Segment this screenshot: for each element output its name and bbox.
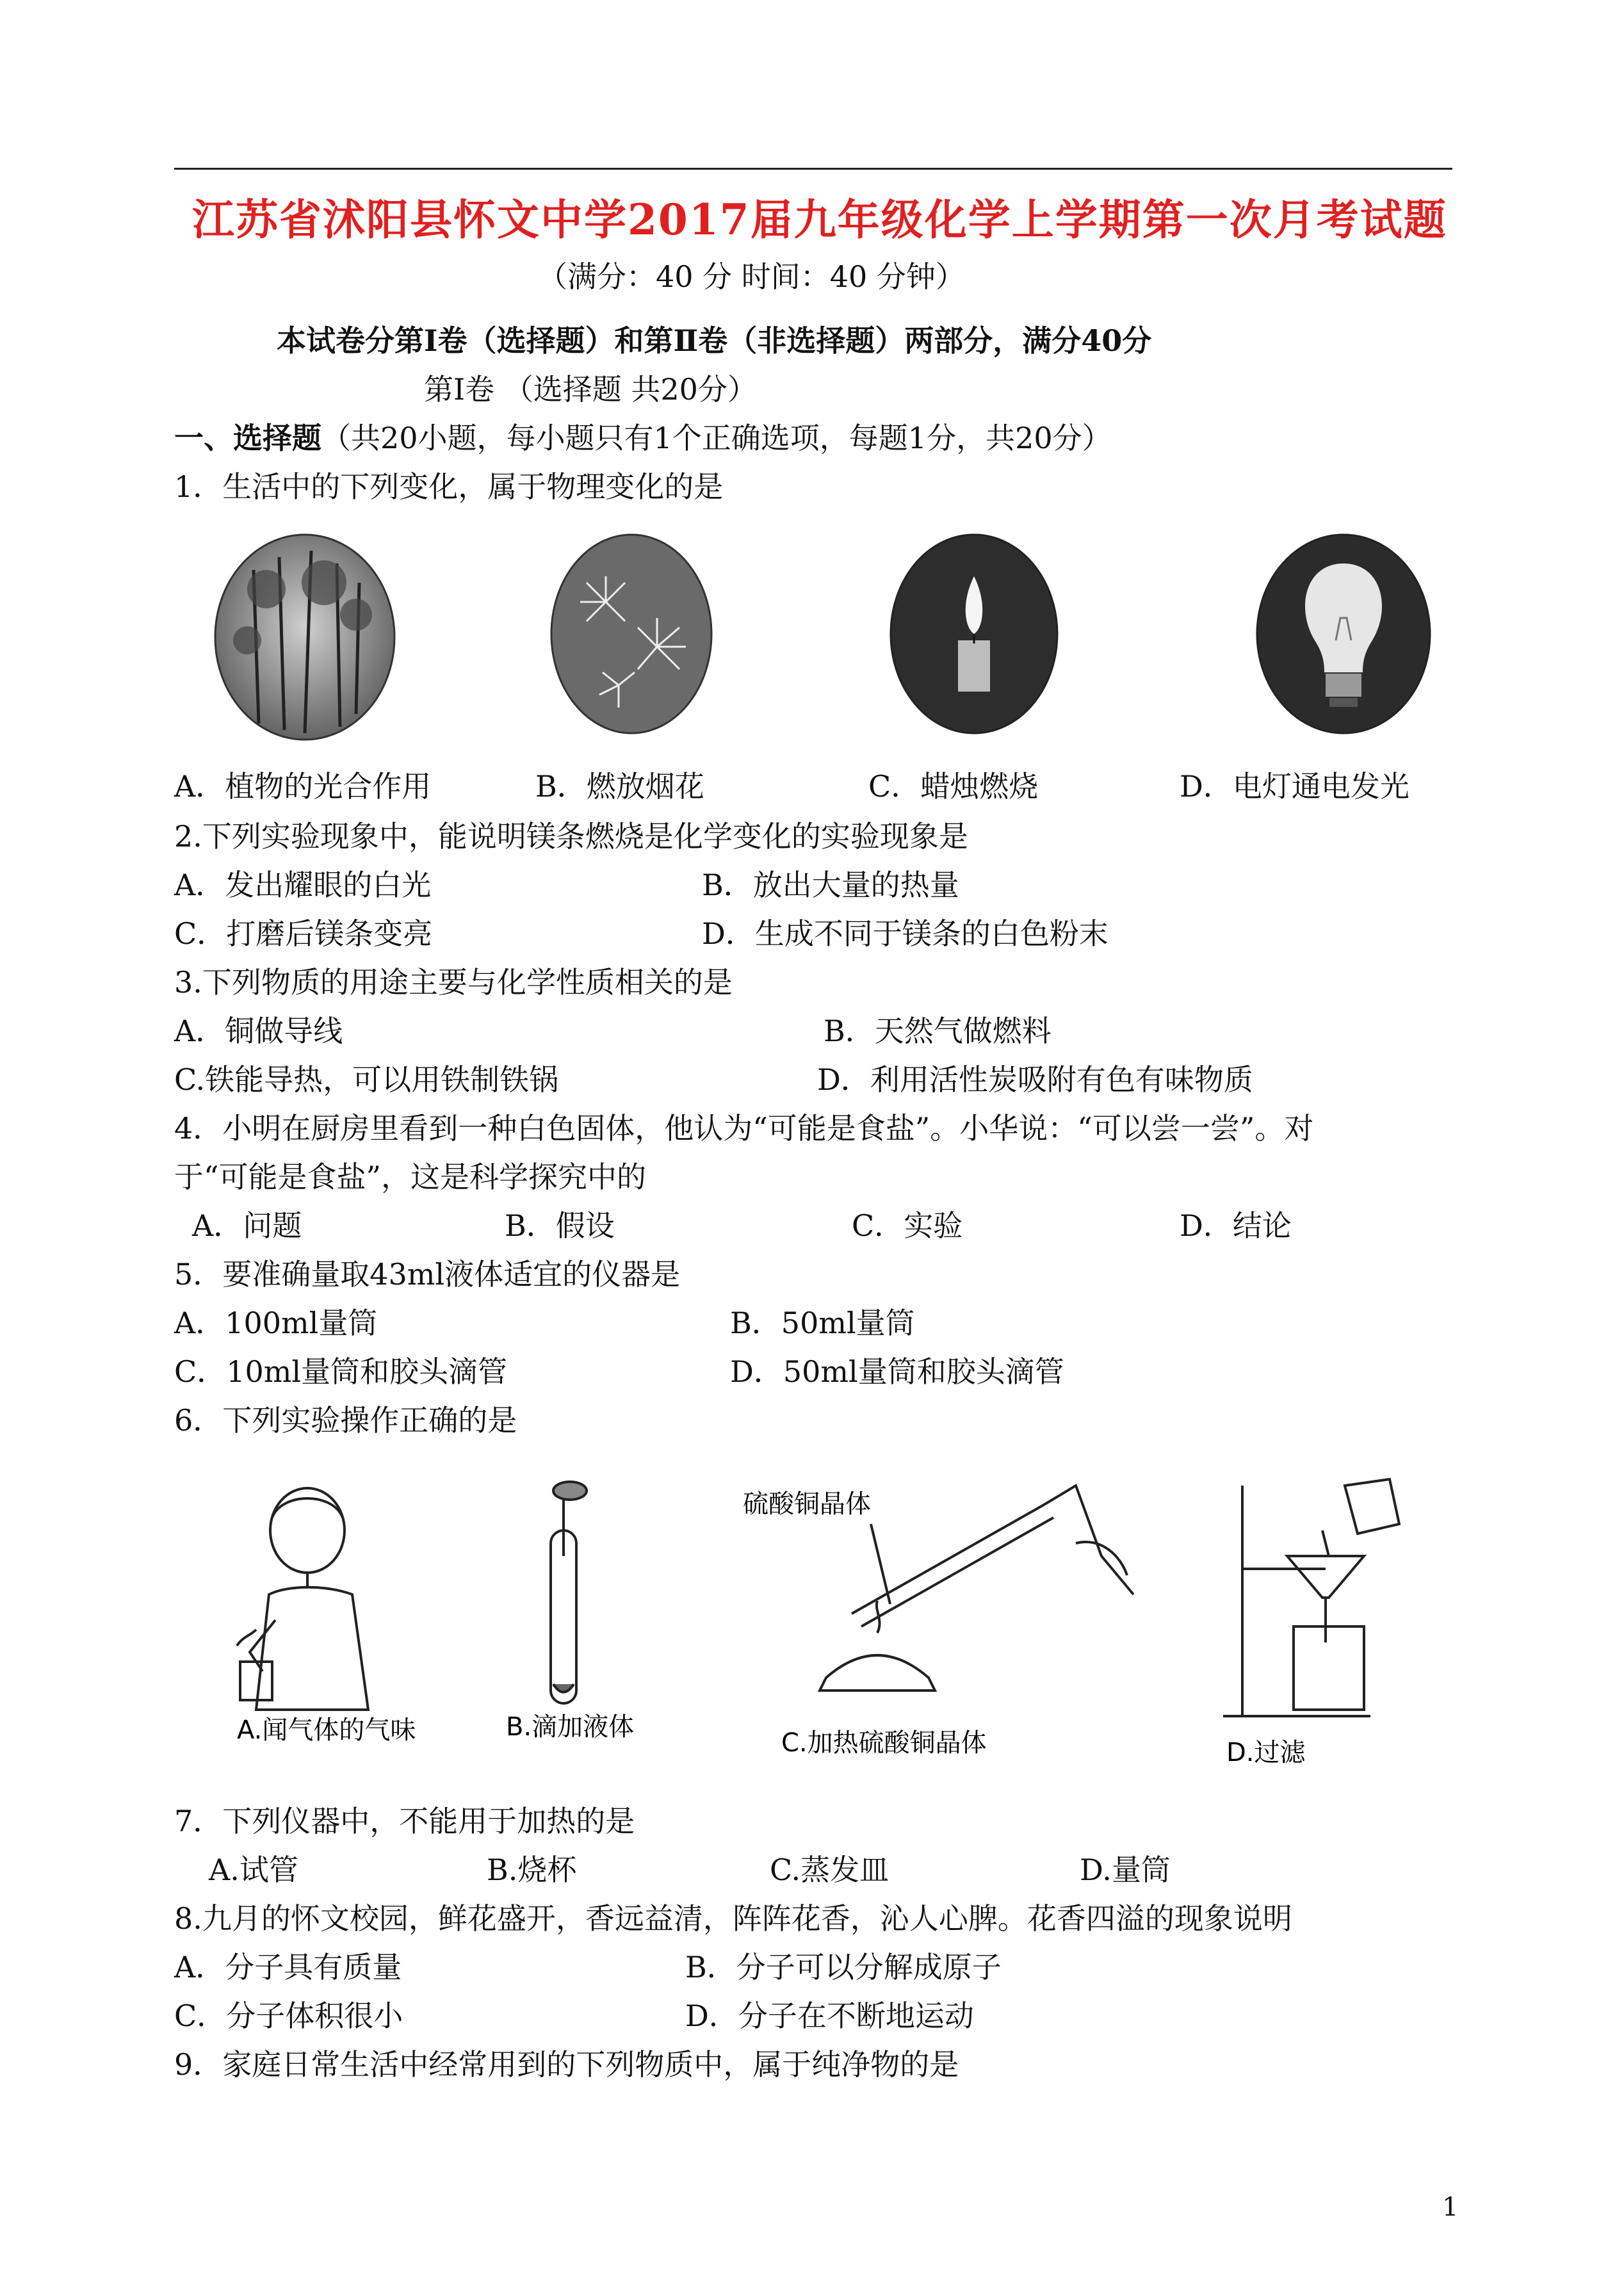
q7-stem: 7．下列仪器中，不能用于加热的是: [174, 1804, 635, 1838]
q1-option-b: B．燃放烟花: [535, 769, 704, 804]
exam-meta: （满分：40 分 时间：40 分钟）: [538, 259, 965, 294]
q7-option-c: C.蒸发皿: [770, 1853, 889, 1887]
fig-c-label: C.加热硫酸铜晶体: [781, 1728, 987, 1758]
q3-stem: 3.下列物质的用途主要与化学性质相关的是: [174, 965, 733, 1000]
q2-option-a: A．发出耀眼的白光: [174, 868, 432, 902]
fig-d-label: D.过滤: [1226, 1738, 1306, 1767]
page-number: 1: [1442, 2193, 1459, 2222]
q3-option-b: B．天然气做燃料: [824, 1014, 1052, 1048]
q3-option-a: A．铜做导线: [174, 1014, 343, 1048]
q8-option-d: D．分子在不断地运动: [685, 1999, 974, 2033]
fig-c-top-label: 硫酸铜晶体: [743, 1489, 871, 1519]
photosynthesis-image: [209, 531, 401, 743]
fireworks-image: [548, 531, 715, 736]
q4-option-c: C．实验: [852, 1208, 963, 1243]
q4-stem-line2: 于“可能是食盐”，这是科学探究中的: [174, 1160, 647, 1194]
heat-crystal-figure: [743, 1466, 1153, 1774]
section-heading-bold: 一、选择题: [174, 421, 321, 455]
q7-option-a: A.试管: [209, 1853, 298, 1887]
q8-stem: 8.九月的怀文校园，鲜花盛开，香远益清，阵阵花香，沁人心脾。花香四溢的现象说明: [174, 1901, 1292, 1936]
q8-option-a: A．分子具有质量: [174, 1950, 402, 1984]
q3-option-d: D．利用活性炭吸附有色有味物质: [817, 1062, 1253, 1097]
q6-stem: 6．下列实验操作正确的是: [174, 1403, 517, 1438]
q3-option-c: C.铁能导热，可以用铁制铁锅: [174, 1062, 559, 1097]
q1-option-c: C．蜡烛燃烧: [868, 769, 1039, 804]
part-heading: 第Ⅰ卷 （选择题 共20分）: [424, 372, 757, 407]
q4-option-a: A．问题: [192, 1208, 302, 1243]
drop-liquid-figure: [499, 1473, 666, 1748]
q9-stem: 9．家庭日常生活中经常用到的下列物质中，属于纯净物的是: [174, 2047, 959, 2082]
section-heading: [174, 419, 1112, 457]
candle-image: [888, 531, 1060, 736]
q4-stem-line1: 4．小明在厨房里看到一种白色固体，他认为“可能是食盐”。小华说：“可以尝一尝”。对: [174, 1111, 1314, 1146]
q8-option-b: B．分子可以分解成原子: [685, 1950, 1002, 1984]
fig-a-label: A.闻气体的气味: [237, 1715, 416, 1745]
q4-option-b: B．假设: [505, 1208, 615, 1243]
q1-option-a: A．植物的光合作用: [174, 769, 432, 804]
q2-option-b: B．放出大量的热量: [702, 868, 959, 902]
q7-option-d: D.量筒: [1080, 1853, 1171, 1887]
q8-option-c: C．分子体积很小: [174, 1999, 403, 2033]
q5-option-a: A．100ml量筒: [174, 1306, 378, 1340]
filtration-figure: [1217, 1473, 1428, 1774]
q4-option-d: D．结论: [1180, 1208, 1292, 1243]
light-bulb-image: [1254, 531, 1433, 736]
q2-stem: 2.下列实验现象中，能说明镁条燃烧是化学变化的实验现象是: [174, 819, 968, 854]
q7-option-b: B.烧杯: [487, 1853, 577, 1887]
header-rule: [174, 168, 1452, 170]
section-heading-rest: （共20小题，每小题只有1个正确选项，每题1分，共20分）: [321, 421, 1112, 455]
page-title: 江苏省沭阳县怀文中学2017届九年级化学上学期第一次月考试题: [192, 195, 1447, 245]
q1-option-d: D．电灯通电发光: [1180, 769, 1409, 804]
fig-b-label: B.滴加液体: [506, 1712, 635, 1742]
q2-option-c: C．打磨后镁条变亮: [174, 916, 433, 951]
q5-option-d: D．50ml量筒和胶头滴管: [730, 1354, 1064, 1389]
q5-option-c: C．10ml量筒和胶头滴管: [174, 1354, 508, 1389]
q5-option-b: B．50ml量筒: [730, 1306, 915, 1340]
exam-intro: 本试卷分第Ⅰ卷（选择题）和第Ⅱ卷（非选择题）两部分，满分40分: [277, 323, 1152, 358]
q5-stem: 5．要准确量取43ml液体适宜的仪器是: [174, 1257, 681, 1292]
q1-stem: 1．生活中的下列变化，属于物理变化的是: [174, 469, 724, 504]
smell-gas-figure: [211, 1479, 423, 1748]
q2-option-d: D．生成不同于镁条的白色粉末: [702, 916, 1108, 951]
